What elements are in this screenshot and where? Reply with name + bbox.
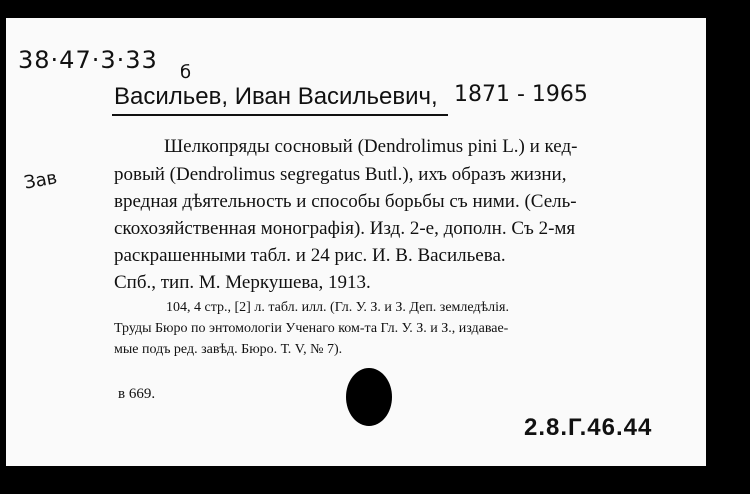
- shelf-mark: в 669.: [118, 386, 156, 402]
- title-line-3: вредная дѣятельность и способы борьбы съ ними. (Сель-: [114, 191, 577, 212]
- title-line-1: Шелкопряды сосновый (Dendrolimus pini L.) и кед-: [164, 136, 578, 157]
- title-line-2: ровый (Dendrolimus segregatus Butl.), ихъ образъ жизни,: [114, 164, 567, 185]
- call-number-sub: б: [180, 62, 192, 83]
- author-life-years: 1871 - 1965: [454, 82, 588, 107]
- catalog-card: [6, 18, 706, 466]
- punch-hole: [346, 368, 392, 426]
- stamp-number: 2.8.Г.46.44: [524, 414, 653, 441]
- author-heading: Васильев, Иван Васильевич,: [114, 83, 438, 110]
- title-line-4: скохозяйственная монографія). Изд. 2-е, дополн. Съ 2-мя: [114, 218, 576, 239]
- notes-line-2: Труды Бюро по энтомологіи Ученаго ком-та Гл. У. З. и З., издавае-: [114, 321, 509, 336]
- notes-line-3: мые подъ ред. завѣд. Бюро. Т. V, № 7).: [114, 342, 343, 357]
- notes-line-1: 104, 4 стр., [2] л. табл. илл. (Гл. У. З. и З. Деп. земледѣлія.: [166, 300, 509, 315]
- imprint-line: Спб., тип. М. Меркушева, 1913.: [114, 272, 371, 293]
- heading-underline: [112, 114, 448, 116]
- margin-mark: Зав: [22, 167, 59, 194]
- title-line-5: раскрашенными табл. и 24 рис. И. В. Васильева.: [114, 245, 506, 266]
- call-number: 38·47·3·33: [18, 46, 158, 74]
